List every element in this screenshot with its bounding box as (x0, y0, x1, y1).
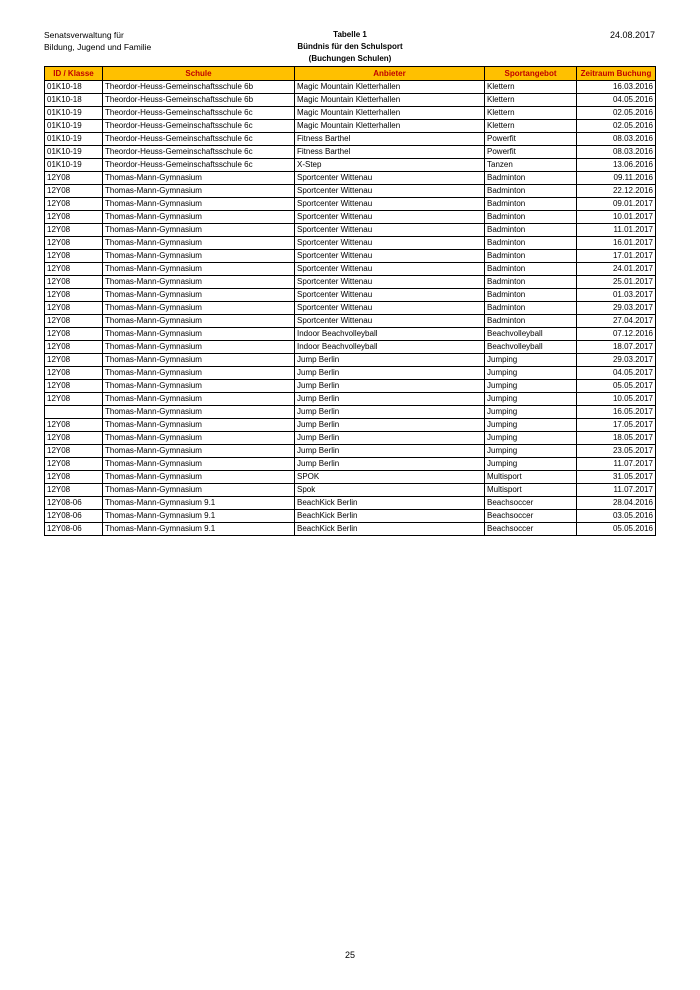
cell-zeitraum: 02.05.2016 (577, 120, 656, 133)
cell-zeitraum: 28.04.2016 (577, 497, 656, 510)
cell-anbieter: Jump Berlin (295, 445, 485, 458)
table-row (45, 510, 656, 523)
cell-sportangebot: Badminton (485, 224, 577, 237)
cell-anbieter: Sportcenter Wittenau (295, 302, 485, 315)
cell-schule: Thomas-Mann-Gymnasium (103, 419, 295, 432)
table-row (45, 289, 656, 302)
table-row (45, 237, 656, 250)
cell-id-klasse: 01K10-19 (45, 133, 103, 146)
cell-id-klasse: 12Y08 (45, 211, 103, 224)
cell-sportangebot: Klettern (485, 81, 577, 94)
cell-sportangebot: Multisport (485, 484, 577, 497)
cell-id-klasse: 01K10-18 (45, 94, 103, 107)
cell-id-klasse: 12Y08 (45, 172, 103, 185)
cell-id-klasse: 12Y08 (45, 250, 103, 263)
cell-id-klasse: 12Y08 (45, 289, 103, 302)
cell-sportangebot: Jumping (485, 406, 577, 419)
table-row (45, 419, 656, 432)
cell-sportangebot: Jumping (485, 458, 577, 471)
cell-zeitraum: 11.07.2017 (577, 458, 656, 471)
cell-zeitraum: 29.03.2017 (577, 302, 656, 315)
cell-schule: Thomas-Mann-Gymnasium 9.1 (103, 510, 295, 523)
document-title: Tabelle 1 (333, 30, 367, 39)
table-body (45, 81, 656, 536)
cell-anbieter: X-Step (295, 159, 485, 172)
column-header-zeitraum: Zeitraum Buchung (577, 67, 656, 81)
cell-anbieter: Sportcenter Wittenau (295, 263, 485, 276)
cell-schule: Thomas-Mann-Gymnasium (103, 250, 295, 263)
cell-schule: Thomas-Mann-Gymnasium (103, 484, 295, 497)
cell-anbieter: Jump Berlin (295, 354, 485, 367)
table-row (45, 315, 656, 328)
cell-anbieter: BeachKick Berlin (295, 497, 485, 510)
cell-zeitraum: 31.05.2017 (577, 471, 656, 484)
cell-anbieter: Sportcenter Wittenau (295, 276, 485, 289)
cell-zeitraum: 17.01.2017 (577, 250, 656, 263)
cell-id-klasse: 12Y08 (45, 419, 103, 432)
cell-anbieter: Jump Berlin (295, 406, 485, 419)
cell-anbieter: Indoor Beachvolleyball (295, 341, 485, 354)
cell-sportangebot: Klettern (485, 94, 577, 107)
cell-id-klasse: 12Y08 (45, 224, 103, 237)
page-number: 25 (344, 950, 355, 960)
cell-anbieter: Sportcenter Wittenau (295, 224, 485, 237)
cell-schule: Thomas-Mann-Gymnasium 9.1 (103, 497, 295, 510)
cell-id-klasse: 12Y08 (45, 328, 103, 341)
cell-sportangebot: Jumping (485, 432, 577, 445)
cell-zeitraum: 17.05.2017 (577, 419, 656, 432)
cell-schule: Theordor-Heuss-Gemeinschaftsschule 6c (103, 159, 295, 172)
table-row (45, 341, 656, 354)
cell-schule: Thomas-Mann-Gymnasium (103, 211, 295, 224)
cell-id-klasse: 01K10-18 (45, 81, 103, 94)
cell-zeitraum: 05.05.2017 (577, 380, 656, 393)
cell-schule: Thomas-Mann-Gymnasium (103, 289, 295, 302)
table-row (45, 484, 656, 497)
cell-sportangebot: Badminton (485, 250, 577, 263)
cell-id-klasse: 12Y08 (45, 354, 103, 367)
cell-sportangebot: Powerfit (485, 146, 577, 159)
bookings-table (44, 66, 656, 536)
cell-sportangebot: Badminton (485, 302, 577, 315)
cell-anbieter: BeachKick Berlin (295, 523, 485, 536)
cell-sportangebot: Badminton (485, 185, 577, 198)
table-row (45, 185, 656, 198)
cell-zeitraum: 10.01.2017 (577, 211, 656, 224)
cell-id-klasse: 01K10-19 (45, 159, 103, 172)
issuer-line-2: Bildung, Jugend und Familie (44, 42, 152, 52)
cell-zeitraum: 02.05.2016 (577, 107, 656, 120)
cell-id-klasse: 12Y08 (45, 393, 103, 406)
cell-schule: Thomas-Mann-Gymnasium (103, 224, 295, 237)
table-row (45, 107, 656, 120)
cell-schule: Thomas-Mann-Gymnasium (103, 302, 295, 315)
cell-anbieter: Magic Mountain Kletterhallen (295, 120, 485, 133)
cell-sportangebot: Badminton (485, 263, 577, 276)
cell-id-klasse: 01K10-19 (45, 107, 103, 120)
table-row (45, 276, 656, 289)
cell-anbieter: Sportcenter Wittenau (295, 172, 485, 185)
table-row (45, 81, 656, 94)
cell-id-klasse: 12Y08 (45, 302, 103, 315)
cell-id-klasse: 12Y08 (45, 198, 103, 211)
cell-id-klasse: 12Y08 (45, 432, 103, 445)
table-row (45, 497, 656, 510)
cell-sportangebot: Badminton (485, 315, 577, 328)
cell-schule: Thomas-Mann-Gymnasium (103, 367, 295, 380)
table-row (45, 354, 656, 367)
cell-id-klasse: 12Y08 (45, 263, 103, 276)
cell-schule: Thomas-Mann-Gymnasium (103, 406, 295, 419)
cell-zeitraum: 04.05.2016 (577, 94, 656, 107)
cell-sportangebot: Badminton (485, 289, 577, 302)
cell-sportangebot: Badminton (485, 237, 577, 250)
cell-zeitraum: 18.07.2017 (577, 341, 656, 354)
cell-schule: Theordor-Heuss-Gemeinschaftsschule 6c (103, 120, 295, 133)
cell-sportangebot: Badminton (485, 276, 577, 289)
cell-zeitraum: 08.03.2016 (577, 133, 656, 146)
cell-zeitraum: 23.05.2017 (577, 445, 656, 458)
cell-anbieter: Jump Berlin (295, 419, 485, 432)
cell-zeitraum: 11.07.2017 (577, 484, 656, 497)
cell-schule: Theordor-Heuss-Gemeinschaftsschule 6c (103, 146, 295, 159)
cell-id-klasse: 12Y08 (45, 471, 103, 484)
cell-sportangebot: Beachsoccer (485, 497, 577, 510)
table-row (45, 172, 656, 185)
table-row (45, 198, 656, 211)
cell-id-klasse: 12Y08 (45, 484, 103, 497)
cell-sportangebot: Beachvolleyball (485, 341, 577, 354)
cell-id-klasse: 12Y08 (45, 380, 103, 393)
table-row (45, 263, 656, 276)
cell-zeitraum: 18.05.2017 (577, 432, 656, 445)
cell-zeitraum: 16.03.2016 (577, 81, 656, 94)
cell-schule: Thomas-Mann-Gymnasium (103, 172, 295, 185)
table-row (45, 367, 656, 380)
cell-anbieter: BeachKick Berlin (295, 510, 485, 523)
table-row (45, 445, 656, 458)
cell-zeitraum: 07.12.2016 (577, 328, 656, 341)
cell-zeitraum: 29.03.2017 (577, 354, 656, 367)
cell-sportangebot: Badminton (485, 198, 577, 211)
cell-sportangebot: Jumping (485, 367, 577, 380)
cell-anbieter: Jump Berlin (295, 458, 485, 471)
document-date: 24.08.2017 (609, 30, 655, 40)
cell-sportangebot: Beachsoccer (485, 523, 577, 536)
cell-anbieter: Indoor Beachvolleyball (295, 328, 485, 341)
column-header-anbieter: Anbieter (295, 67, 485, 81)
cell-anbieter: Magic Mountain Kletterhallen (295, 81, 485, 94)
issuer-block (44, 29, 151, 53)
document-subtitle: Bündnis für den Schulsport (297, 42, 403, 51)
table-row (45, 458, 656, 471)
cell-zeitraum: 11.01.2017 (577, 224, 656, 237)
cell-schule: Thomas-Mann-Gymnasium (103, 458, 295, 471)
table-header-row (45, 67, 656, 81)
table-row (45, 94, 656, 107)
cell-schule: Thomas-Mann-Gymnasium (103, 354, 295, 367)
cell-id-klasse (45, 406, 103, 419)
cell-anbieter: Jump Berlin (295, 432, 485, 445)
cell-id-klasse: 12Y08 (45, 185, 103, 198)
table-row (45, 302, 656, 315)
cell-anbieter: Sportcenter Wittenau (295, 315, 485, 328)
cell-schule: Thomas-Mann-Gymnasium 9.1 (103, 523, 295, 536)
cell-anbieter: Magic Mountain Kletterhallen (295, 94, 485, 107)
cell-sportangebot: Beachsoccer (485, 510, 577, 523)
table-row (45, 393, 656, 406)
cell-sportangebot: Powerfit (485, 133, 577, 146)
cell-sportangebot: Jumping (485, 354, 577, 367)
cell-zeitraum: 01.03.2017 (577, 289, 656, 302)
table-row (45, 432, 656, 445)
cell-sportangebot: Jumping (485, 393, 577, 406)
cell-schule: Thomas-Mann-Gymnasium (103, 471, 295, 484)
cell-zeitraum: 09.01.2017 (577, 198, 656, 211)
cell-id-klasse: 12Y08-06 (45, 510, 103, 523)
cell-zeitraum: 05.05.2016 (577, 523, 656, 536)
cell-schule: Theordor-Heuss-Gemeinschaftsschule 6c (103, 107, 295, 120)
cell-schule: Thomas-Mann-Gymnasium (103, 341, 295, 354)
cell-anbieter: Jump Berlin (295, 393, 485, 406)
cell-id-klasse: 12Y08 (45, 237, 103, 250)
table-row (45, 523, 656, 536)
cell-zeitraum: 13.06.2016 (577, 159, 656, 172)
cell-sportangebot: Tanzen (485, 159, 577, 172)
cell-sportangebot: Multisport (485, 471, 577, 484)
cell-anbieter: Fitness Barthel (295, 146, 485, 159)
table-row (45, 380, 656, 393)
cell-anbieter: Sportcenter Wittenau (295, 211, 485, 224)
cell-zeitraum: 16.01.2017 (577, 237, 656, 250)
document-title-block (250, 29, 450, 65)
cell-schule: Thomas-Mann-Gymnasium (103, 432, 295, 445)
cell-sportangebot: Klettern (485, 120, 577, 133)
table-row (45, 120, 656, 133)
cell-sportangebot: Jumping (485, 445, 577, 458)
column-header-schule: Schule (103, 67, 295, 81)
cell-anbieter: Fitness Barthel (295, 133, 485, 146)
cell-schule: Thomas-Mann-Gymnasium (103, 263, 295, 276)
cell-zeitraum: 22.12.2016 (577, 185, 656, 198)
cell-anbieter: Sportcenter Wittenau (295, 250, 485, 263)
cell-id-klasse: 12Y08 (45, 315, 103, 328)
column-header-id: ID / Klasse (45, 67, 103, 81)
cell-anbieter: Sportcenter Wittenau (295, 185, 485, 198)
issuer-line-1: Senatsverwaltung für (44, 30, 124, 40)
cell-schule: Thomas-Mann-Gymnasium (103, 393, 295, 406)
cell-zeitraum: 25.01.2017 (577, 276, 656, 289)
cell-zeitraum: 27.04.2017 (577, 315, 656, 328)
cell-schule: Thomas-Mann-Gymnasium (103, 276, 295, 289)
cell-schule: Thomas-Mann-Gymnasium (103, 328, 295, 341)
cell-zeitraum: 10.05.2017 (577, 393, 656, 406)
cell-id-klasse: 12Y08 (45, 341, 103, 354)
cell-schule: Thomas-Mann-Gymnasium (103, 380, 295, 393)
table-row (45, 250, 656, 263)
cell-anbieter: Spok (295, 484, 485, 497)
column-header-sportangebot: Sportangebot (485, 67, 577, 81)
cell-id-klasse: 12Y08 (45, 367, 103, 380)
cell-schule: Theordor-Heuss-Gemeinschaftsschule 6b (103, 81, 295, 94)
cell-zeitraum: 16.05.2017 (577, 406, 656, 419)
cell-sportangebot: Beachvolleyball (485, 328, 577, 341)
cell-id-klasse: 12Y08 (45, 276, 103, 289)
cell-id-klasse: 01K10-19 (45, 146, 103, 159)
cell-schule: Thomas-Mann-Gymnasium (103, 315, 295, 328)
cell-id-klasse: 12Y08-06 (45, 523, 103, 536)
cell-zeitraum: 24.01.2017 (577, 263, 656, 276)
table-row (45, 328, 656, 341)
cell-id-klasse: 12Y08 (45, 445, 103, 458)
cell-zeitraum: 09.11.2016 (577, 172, 656, 185)
cell-anbieter: Jump Berlin (295, 380, 485, 393)
table-row (45, 146, 656, 159)
table-row (45, 133, 656, 146)
table-row (45, 471, 656, 484)
cell-anbieter: Jump Berlin (295, 367, 485, 380)
cell-anbieter: Sportcenter Wittenau (295, 237, 485, 250)
cell-zeitraum: 04.05.2017 (577, 367, 656, 380)
document-subsubtitle: (Buchungen Schulen) (308, 54, 392, 63)
cell-anbieter: Sportcenter Wittenau (295, 198, 485, 211)
cell-id-klasse: 12Y08 (45, 458, 103, 471)
cell-schule: Thomas-Mann-Gymnasium (103, 185, 295, 198)
cell-schule: Thomas-Mann-Gymnasium (103, 198, 295, 211)
cell-sportangebot: Jumping (485, 380, 577, 393)
table-row (45, 406, 656, 419)
cell-sportangebot: Badminton (485, 172, 577, 185)
cell-schule: Thomas-Mann-Gymnasium (103, 445, 295, 458)
cell-schule: Theordor-Heuss-Gemeinschaftsschule 6c (103, 133, 295, 146)
cell-id-klasse: 12Y08-06 (45, 497, 103, 510)
cell-zeitraum: 08.03.2016 (577, 146, 656, 159)
cell-id-klasse: 01K10-19 (45, 120, 103, 133)
table-row (45, 224, 656, 237)
cell-schule: Thomas-Mann-Gymnasium (103, 237, 295, 250)
cell-sportangebot: Klettern (485, 107, 577, 120)
table-row (45, 159, 656, 172)
cell-anbieter: Sportcenter Wittenau (295, 289, 485, 302)
cell-zeitraum: 03.05.2016 (577, 510, 656, 523)
cell-sportangebot: Badminton (485, 211, 577, 224)
cell-anbieter: Magic Mountain Kletterhallen (295, 107, 485, 120)
table-row (45, 211, 656, 224)
cell-schule: Theordor-Heuss-Gemeinschaftsschule 6b (103, 94, 295, 107)
cell-sportangebot: Jumping (485, 419, 577, 432)
cell-anbieter: SPOK (295, 471, 485, 484)
